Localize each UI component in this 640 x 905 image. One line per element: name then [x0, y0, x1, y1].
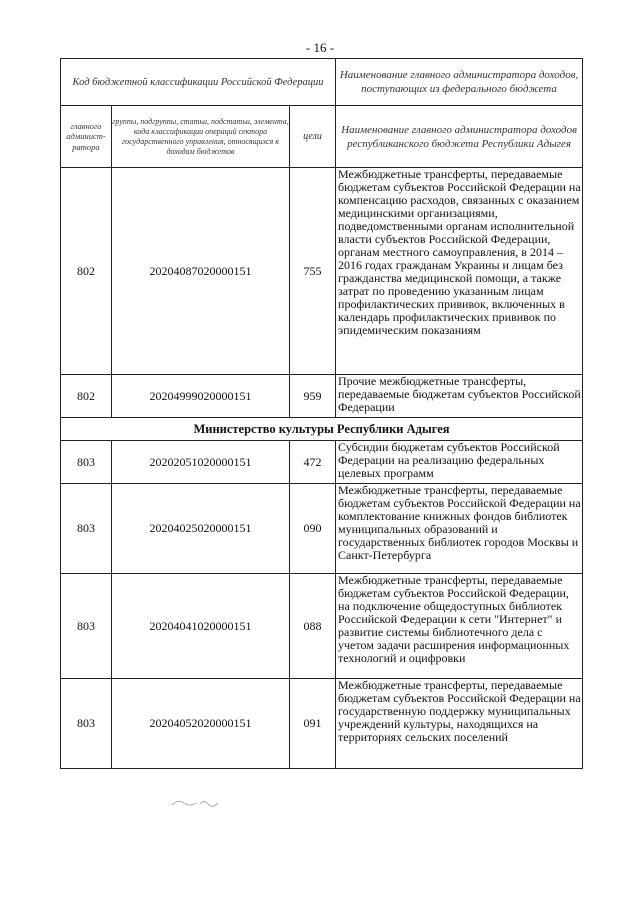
admin-code-cell: 803	[61, 484, 112, 574]
admin-code-cell: 803	[61, 441, 112, 484]
table-row	[61, 375, 583, 418]
income-code-cell: 20202051020000151	[112, 441, 290, 484]
income-code-cell: 20204041020000151	[112, 574, 290, 679]
description-cell: Межбюджетные трансферты, передаваемые бюджетам субъектов Российской Федерации на комплектование книжных фондов библиотек муниципальных образований и государственных библиотек городов Москвы и Санкт-Петербурга	[336, 484, 583, 574]
description-cell: Прочие межбюджетные трансферты, передаваемые бюджетам субъектов Российской Федерации	[336, 375, 583, 418]
header-admin-federal: Наименование главного администратора доходов, поступающих из федерального бюджета	[336, 59, 583, 106]
description-cell: Субсидии бюджетам субъектов Российской Федерации на реализацию федеральных целевых программ	[336, 441, 583, 484]
income-code-cell: 20204087020000151	[112, 168, 290, 375]
header-col-goal: цели	[290, 106, 336, 168]
section-title: Министерство культуры Республики Адыгея	[61, 418, 583, 441]
income-code-cell: 20204052020000151	[112, 679, 290, 769]
description-cell: Межбюджетные трансферты, передаваемые бюджетам субъектов Российской Федерации на компенсацию расходов, связанных с оказанием медицинскими организациями, подведомственными органам исполнительной власти субъектов Российской Федерации, органам местного самоуправления, в 2014 – 2016 годах гражданам Украины и лицам без гражданства медицинской помощи, а также затрат по проведению указанным лицам профилактических прививок, включенных в календарь профилактических прививок по эпидемическим показаниям	[336, 168, 583, 375]
header-admin-republic: Наименование главного администратора доходов республиканского бюджета Республики Адыгея	[336, 106, 583, 168]
section-row	[61, 418, 583, 441]
description-cell: Межбюджетные трансферты, передаваемые бюджетам субъектов Российской Федерации на государственную поддержку муниципальных учреждений культуры, находящихся на территориях сельских поселений	[336, 679, 583, 769]
admin-code-cell: 803	[61, 679, 112, 769]
table-row	[61, 679, 583, 769]
table-row	[61, 168, 583, 375]
goal-code-cell: 959	[290, 375, 336, 418]
table-row	[61, 574, 583, 679]
goal-code-cell: 472	[290, 441, 336, 484]
goal-code-cell: 090	[290, 484, 336, 574]
header-row-2	[61, 106, 583, 168]
scan-artifact	[170, 795, 230, 809]
admin-code-cell: 803	[61, 574, 112, 679]
table-row	[61, 441, 583, 484]
header-col-admin: главного админист- ратора	[61, 106, 112, 168]
page-number: - 16 -	[305, 40, 335, 55]
header-bk-code: Код бюджетной классификации Российской Федерации	[61, 59, 336, 106]
income-code-cell: 20204025020000151	[112, 484, 290, 574]
admin-code-cell: 802	[61, 168, 112, 375]
table-row	[61, 484, 583, 574]
goal-code-cell: 088	[290, 574, 336, 679]
header-col-group: группы, подгруппы, статьи, подстатьи, элемента, кода классификации операций сектора государственного управления, относящихся к доходам бюджетов	[112, 106, 290, 168]
description-cell: Межбюджетные трансферты, передаваемые бюджетам субъектов Российской Федерации, на подключение общедоступных библиотек Российской Федерации к сети "Интернет" и развитие системы библиотечного дела с учетом задачи расширения информационных технологий и оцифровки	[336, 574, 583, 679]
admin-code-cell: 802	[61, 375, 112, 418]
income-code-cell: 20204999020000151	[112, 375, 290, 418]
goal-code-cell: 755	[290, 168, 336, 375]
header-row-1	[61, 59, 583, 106]
goal-code-cell: 091	[290, 679, 336, 769]
budget-classification-table	[60, 58, 583, 769]
